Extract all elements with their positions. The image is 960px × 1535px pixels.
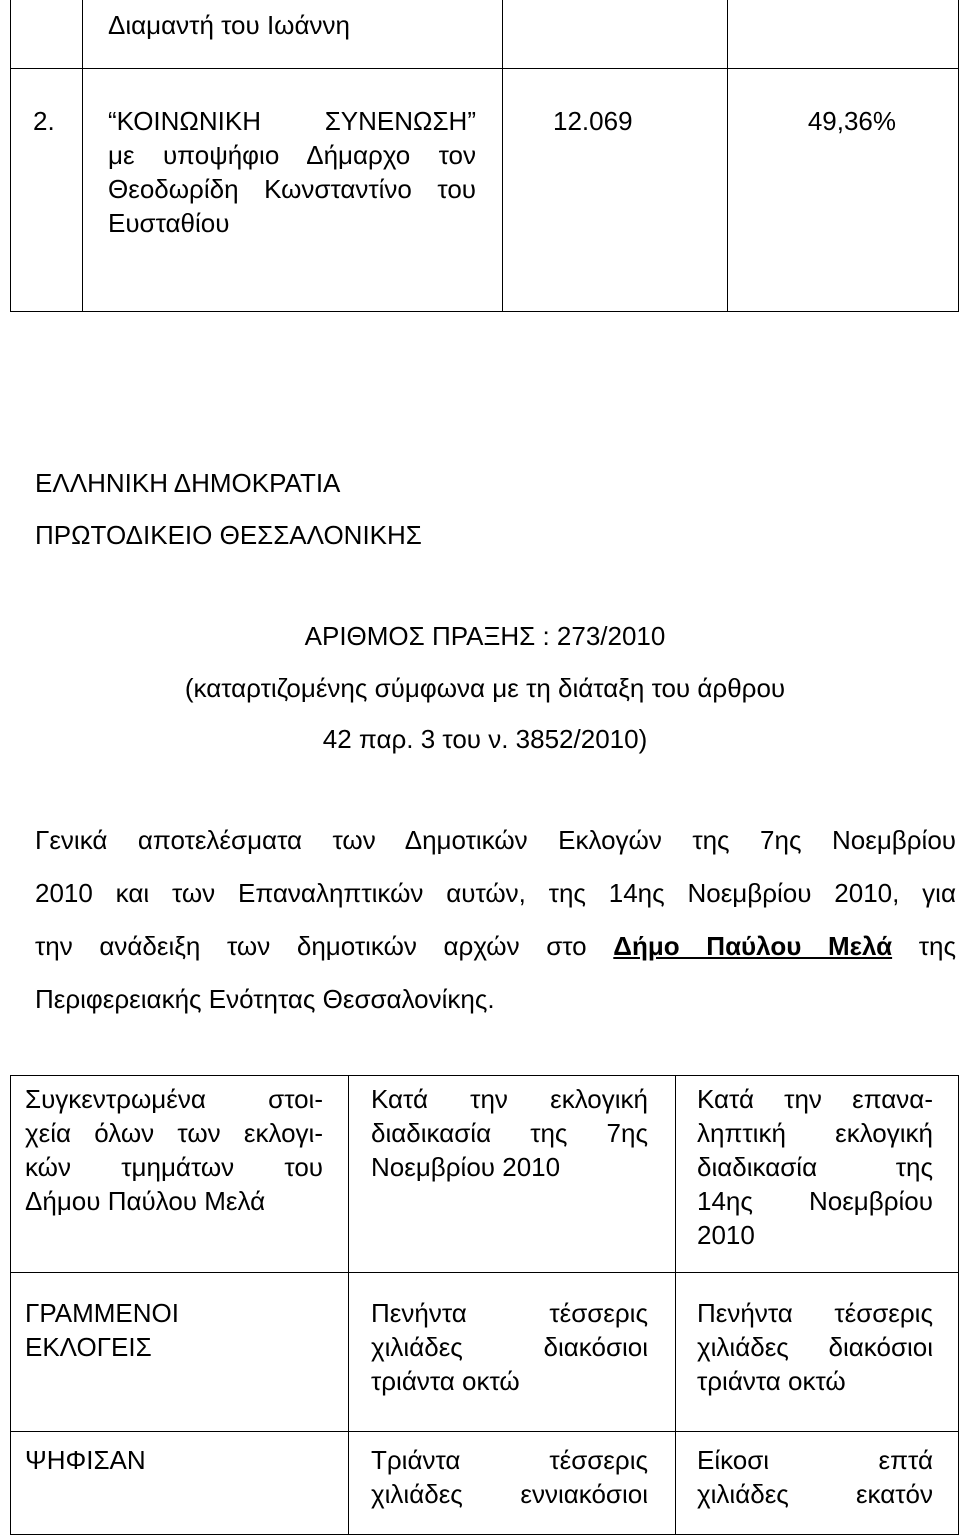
act-basis-line: (καταρτιζομένης σύμφωνα με τη διάταξη του άρθρου <box>184 673 786 703</box>
candidate-percent: 49,36% <box>807 106 896 136</box>
voted-first-round <box>371 1443 648 1511</box>
summary-header-line: Συγκεντρωμένα στοι- <box>25 1084 323 1114</box>
value-line: τριάντα οκτώ <box>371 1366 520 1396</box>
voted-label <box>25 1443 323 1477</box>
summary-header-line: Νοεμβρίου 2010 <box>371 1152 561 1182</box>
row-label-line: ΕΚΛΟΓΕΙΣ <box>25 1332 152 1362</box>
table-column-divider <box>502 0 503 311</box>
intro-line <box>35 920 956 973</box>
table-column-divider <box>727 0 728 311</box>
act-number: ΑΡΙΘΜΟΣ ΠΡΑΞΗΣ : 273/2010 <box>304 621 666 651</box>
summary-header-scope <box>25 1082 323 1218</box>
intro-line: 2010 και των Επαναληπτικών αυτών, της 14ης Νοεμβρίου 2010, για <box>35 878 956 908</box>
candidate-party-line: Θεοδωρίδη Κωνσταντίνο του <box>108 174 476 204</box>
table-column-divider <box>675 1076 676 1534</box>
intro-line-start: την ανάδειξη των δημοτικών αρχών στο <box>35 931 614 961</box>
summary-header-first-round <box>371 1082 648 1184</box>
municipality-name: Δήμο Παύλου Μελά <box>613 931 893 961</box>
prev-candidate-name: Διαμαντή του Ιωάννη <box>108 10 350 40</box>
registered-voters-label <box>25 1296 323 1364</box>
court-heading: ΠΡΩΤΟΔΙΚΕΙΟ ΘΕΣΣΑΛΟΝΙΚΗΣ <box>35 520 422 550</box>
candidate-number: 2. <box>33 106 55 136</box>
row-label-line: ΓΡΑΜΜΕΝΟΙ <box>25 1298 179 1328</box>
summary-header-line: Δήμου Παύλου Μελά <box>25 1186 266 1216</box>
summary-header-line: χεία όλων των εκλογι- <box>25 1118 323 1148</box>
value-line: Πενήντα τέσσερις <box>371 1298 648 1328</box>
value-line: Είκοσι επτά <box>697 1445 933 1475</box>
table-row-divider <box>11 1272 958 1273</box>
intro-paragraph <box>35 814 956 1026</box>
value-line: Τριάντα τέσσερις <box>371 1445 648 1475</box>
intro-line: Γενικά αποτελέσματα των Δημοτικών Εκλογών της 7ης Νοεμβρίου <box>35 825 956 855</box>
candidate-party-line: Ευσταθίου <box>108 208 230 238</box>
table-column-divider <box>348 1076 349 1534</box>
value-line: χιλιάδες διακόσιοι <box>371 1332 648 1362</box>
row-label-line: ΨΗΦΙΣΑΝ <box>25 1445 146 1475</box>
candidate-votes: 12.069 <box>553 106 633 136</box>
country-heading: ΕΛΛΗΝΙΚΗ ΔΗΜΟΚΡΑΤΙΑ <box>35 468 341 498</box>
value-line: χιλιάδες εκατόν <box>697 1479 933 1509</box>
summary-header-line: κών τμημάτων του <box>25 1152 323 1182</box>
summary-header-line: ληπτική εκλογική <box>697 1118 933 1148</box>
candidate-party-line: με υποψήφιο Δήμαρχο τον <box>108 140 476 170</box>
value-line: Πενήντα τέσσερις <box>697 1298 933 1328</box>
summary-header-line: 14ης Νοεμβρίου <box>697 1186 933 1216</box>
registered-voters-first-round <box>371 1296 648 1398</box>
candidate-party-line: “ΚΟΙΝΩΝΙΚΗ ΣΥΝΕΝΩΣΗ” <box>108 106 476 136</box>
summary-header-line: Κατά την εκλογική <box>371 1084 648 1114</box>
table-row-divider <box>11 68 958 69</box>
intro-line-end: της <box>892 931 957 961</box>
value-line: τριάντα οκτώ <box>697 1366 846 1396</box>
table-row-divider <box>11 1431 958 1432</box>
registered-voters-second-round <box>697 1296 933 1398</box>
value-line: χιλιάδες εννιακόσιοι <box>371 1479 648 1509</box>
voted-second-round <box>697 1443 933 1511</box>
summary-header-line: Κατά την επανα- <box>697 1084 933 1114</box>
summary-header-line: 2010 <box>697 1220 755 1250</box>
table-column-divider <box>82 0 83 311</box>
value-line: χιλιάδες διακόσιοι <box>697 1332 933 1362</box>
candidate-party <box>108 104 476 240</box>
summary-header-line: διαδικασία της 7ης <box>371 1118 648 1148</box>
summary-header-second-round <box>697 1082 933 1252</box>
summary-header-line: διαδικασία της <box>697 1152 933 1182</box>
act-basis-line: 42 παρ. 3 του ν. 3852/2010) <box>322 724 648 754</box>
intro-line: Περιφερειακής Ενότητας Θεσσαλονίκης. <box>35 984 495 1014</box>
